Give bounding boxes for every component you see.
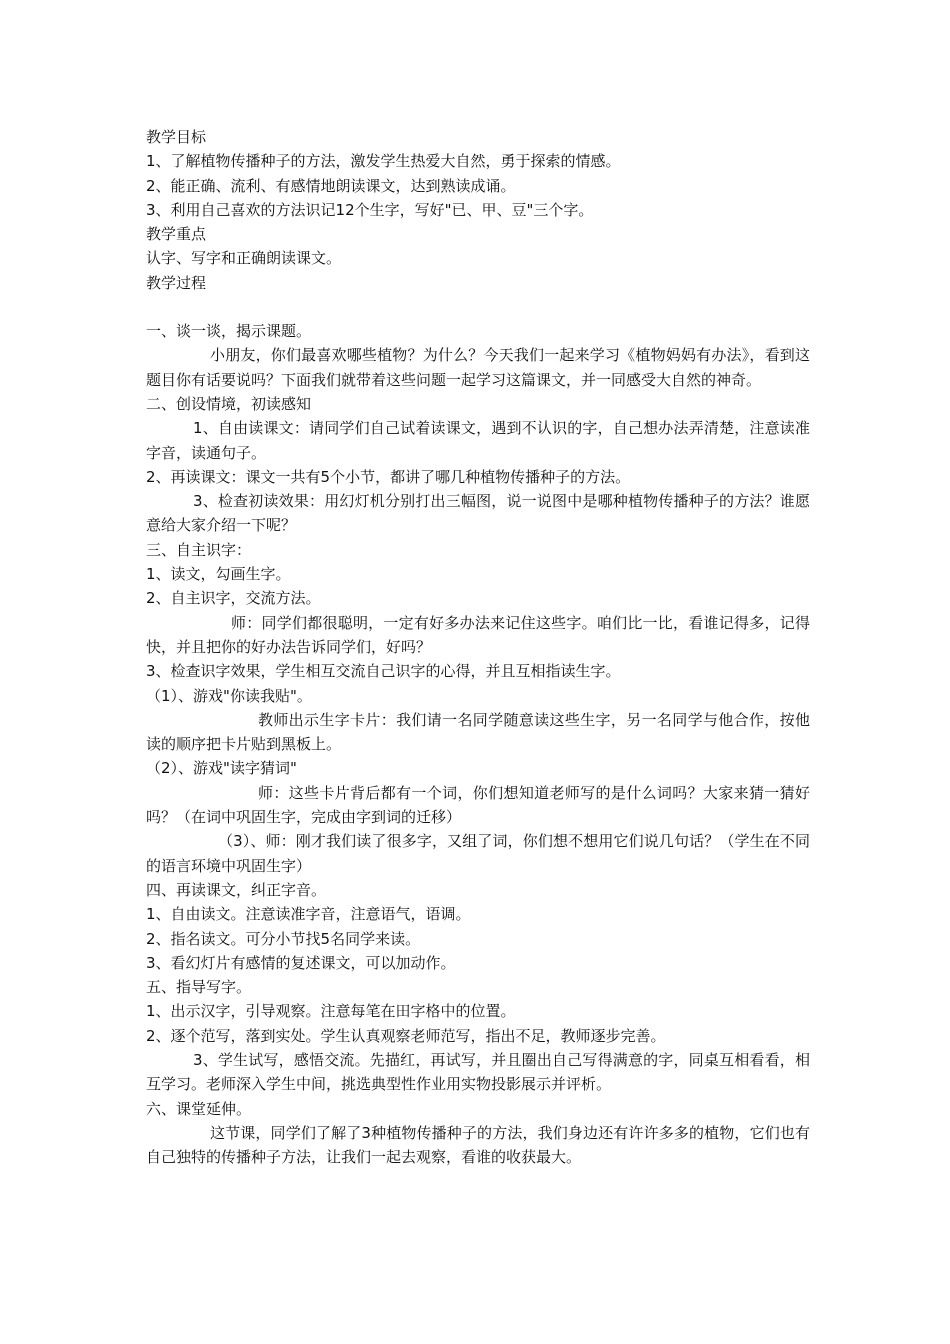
- section-3-teacher-text: 师：同学们都很聪明，一定有好多办法来记住这些字。咱们比一比，看谁记得多，记得快，并且把你的好办法告诉同学们，好吗？: [146, 613, 810, 656]
- section-3-title: 三、自主识字：: [146, 540, 252, 559]
- game-3-text: （3）、师：刚才我们读了很多字，又组了词，你们想不想用它们说几句话？（学生在不同的语言环境中巩固生字）: [146, 832, 810, 875]
- lesson-plan-body: [146, 125, 810, 1169]
- section-3-item-3: 3、检查识字效果，学生相互交流自己识字的心得，并且互相指读生字。: [146, 662, 621, 681]
- key-points-text: 认字、写字和正确朗读课文。: [146, 249, 342, 268]
- section-4-item-2: 2、指名读文。可分小节找5名同学来读。: [146, 929, 421, 948]
- section-2-title: 二、创设情境，初读感知: [146, 394, 312, 413]
- section-6-paragraph: 这节课，同学们了解了3种植物传播种子的方法，我们身边还有许许多多的植物，它们也有自己独特的传播种子方法，让我们一起去观察，看谁的收获最大。: [146, 1123, 810, 1167]
- game-1-text: 教师出示生字卡片：我们请一名同学随意读这些生字，另一名同学与他合作，按他读的顺序把卡片贴到黑板上。: [146, 710, 810, 754]
- goal-2: 2、能正确、流利、有感情地朗读课文，达到熟读成诵。: [146, 176, 516, 195]
- process-heading: 教学过程: [146, 273, 207, 292]
- game-2-text: 师：这些卡片背后都有一个词，你们想知道老师写的是什么词吗？大家来猜一猜好吗？（在词中巩固生字，完成由字到词的迁移）: [146, 783, 810, 827]
- blank-line: [146, 295, 810, 319]
- section-5-item-2: 2、逐个范写，落到实处。学生认真观察老师范写，指出不足，教师逐步完善。: [146, 1026, 666, 1045]
- section-2-item-2: 2、再读课文：课文一共有5个小节，都讲了哪几种植物传播种子的方法。: [146, 467, 631, 486]
- goal-3: 3、利用自己喜欢的方法识记12个生字，写好"已、甲、豆"三个字。: [146, 200, 594, 219]
- goal-1: 1、了解植物传播种子的方法，激发学生热爱大自然，勇于探索的情感。: [146, 152, 621, 171]
- section-4-title: 四、再读课文，纠正字音。: [146, 880, 327, 899]
- section-1-title: 一、谈一谈，揭示课题。: [146, 322, 312, 341]
- section-5-item-3: 3、学生试写，感悟交流。先描红，再试写，并且圈出自己写得满意的字，同桌互相看看，相互学习。老师深入学生中间，挑选典型性作业用实物投影展示并评析。: [146, 1050, 810, 1094]
- section-6-title: 六、课堂延伸。: [146, 1099, 252, 1118]
- section-4-item-1: 1、自由读文。注意读准字音，注意语气，语调。: [146, 905, 471, 924]
- section-5-title: 五、指导写字。: [146, 978, 252, 997]
- section-1-paragraph: 小朋友，你们最喜欢哪些植物？为什么？今天我们一起来学习《植物妈妈有办法》，看到这题目你有话要说吗？下面我们就带着这些问题一起学习这篇课文，并一同感受大自然的神奇。: [146, 346, 810, 389]
- section-4-item-3: 3、看幻灯片有感情的复述课文，可以加动作。: [146, 953, 456, 972]
- section-2-item-3: 3、检查初读效果：用幻灯机分别打出三幅图，说一说图中是哪种植物传播种子的方法？谁愿意给大家介绍一下呢？: [146, 492, 810, 535]
- section-2-item-1: 1、自由读课文：请同学们自己试着读课文，遇到不认识的字，自己想办法弄清楚，注意读准字音，读通句子。: [146, 419, 810, 462]
- section-5-item-1: 1、出示汉字，引导观察。注意每笔在田字格中的位置。: [146, 1002, 516, 1021]
- goals-heading: 教学目标: [146, 128, 207, 146]
- game-2-title: （2）、游戏"读字猜词": [146, 759, 297, 778]
- key-points-heading: 教学重点: [146, 225, 207, 244]
- game-1-title: （1）、游戏"你读我贴"。: [146, 686, 312, 705]
- section-3-item-1: 1、读文，勾画生字。: [146, 565, 291, 584]
- section-3-item-2: 2、自主识字，交流方法。: [146, 589, 321, 608]
